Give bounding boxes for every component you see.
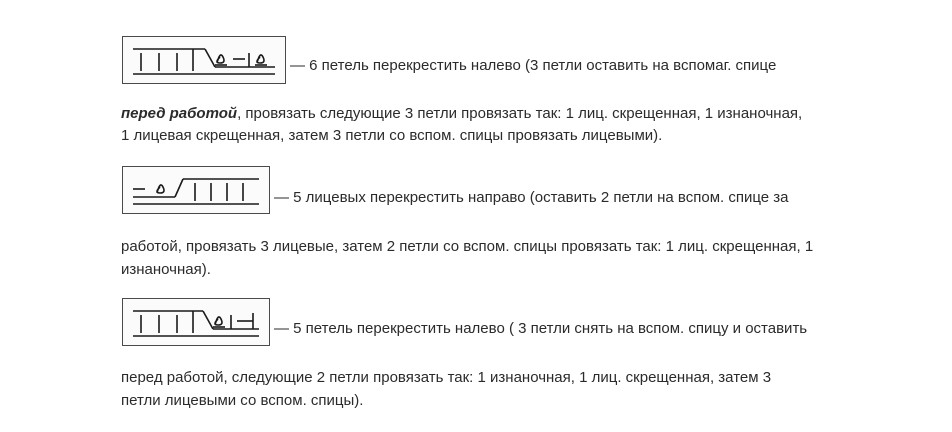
cable-6-left-chart-symbol-icon (123, 37, 285, 83)
entry-2-first-line: — 5 лицевых перекрестить направо (оставить 2 петли на вспом. спице за (274, 189, 789, 206)
cable-5-left-symbol-box (122, 298, 270, 346)
cable-6-left-symbol-box (122, 36, 286, 84)
entry-1-continuation-1: , провязать следующие 3 петли провязать так: 1 лиц. скрещенная, 1 изнаночная, (237, 105, 803, 122)
cable-5-left-chart-symbol-icon (123, 299, 269, 345)
entry-2-line-3: изнаночная). (121, 261, 211, 278)
entry-1-first-line: — 6 петель перекрестить налево (3 петли оставить на вспомаг. спице (290, 57, 777, 74)
entry-3-first-line: — 5 петель перекрестить налево ( 3 петли снять на вспом. спицу и оставить (274, 320, 808, 337)
cable-5-right-chart-symbol-icon (123, 167, 269, 213)
entry-1-emphasis: перед работой (121, 105, 238, 122)
entry-1-line-2 (121, 105, 802, 123)
cable-5-right-symbol-box (122, 166, 270, 214)
entry-3-line-2: перед работой, следующие 2 петли провязать так: 1 изнаночная, 1 лиц. скрещенная, затем 3 (121, 369, 772, 386)
entry-2-line-2: работой, провязать 3 лицевые, затем 2 петли со вспом. спицы провязать так: 1 лиц. скрещенная, 1 (121, 238, 814, 255)
entry-1-line-3: 1 лицевая скрещенная, затем 3 петли со вспом. спицы провязать лицевыми). (121, 127, 663, 144)
entry-3-line-3: петли лицевыми со вспом. спицы). (121, 392, 364, 409)
